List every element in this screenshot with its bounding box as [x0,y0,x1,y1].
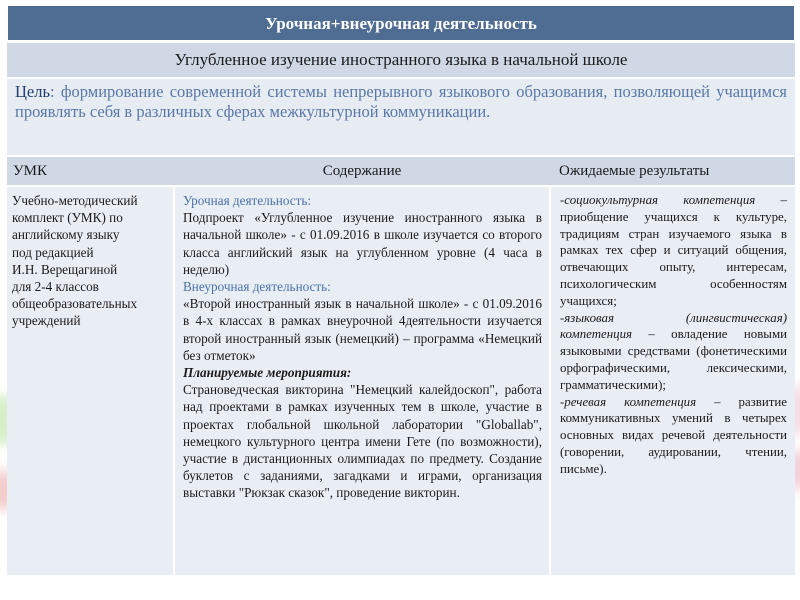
umk-line: для 2-4 классов [12,279,99,295]
umk-line: общеобразовательных [12,296,138,312]
umk-line: И.Н. Верещагиной [12,261,118,277]
planned-events-text: Страноведческая викторина "Немецкий калейдоскоп", работа над проектами в рамках изученных тем в школе, участие в проектах глобальной школьной лаборатории "Globallab", немецкого культурного центра имени Гете (по возможности), участие в дистанционных олимпиадах по предмету. Создание буклетов с заданиями, загадками и играми, организация выставки "Рюкзак сказок", проведение викторин. [183,382,542,501]
table-row [7,187,795,575]
umk-line: учреждений [12,313,81,329]
result-linguistic [560,310,787,394]
result-term: -языковая (лингвистическая) компетенция [560,310,787,342]
column-header-results: Ожидаемые результаты [559,163,710,179]
table-title: Урочная+внеурочная деятельность [7,5,795,41]
table-subtitle: Углубленное изучение иностранного языка в начальной школе [7,43,795,77]
result-description: – приобщение учащихся к культуре, традициям стран изучаемого языка в рамках тех сфер и ситуаций общения, отвечающих опыту, интересам, психологическим особенностям учащихся; [560,193,787,308]
result-term: -речевая компетенция [560,394,697,409]
column-header-content: Содержание [322,163,402,179]
goal-text: : формирование современной системы непрерывного языкового образования, позволяющей учащимся проявлять себя в различных сферах межкультурной коммуникации. [15,82,787,121]
column-headers [7,157,795,185]
extracurricular-text: «Второй иностранный язык в начальной школе» - с 01.09.2016 в 4-х классах в рамках внеурочной 4деятельности изучается второй иностранный язык (немецкий) – программа «Немецкий без отметок» [183,296,542,363]
result-description: – овладение новыми языковыми средствами (фонетическими орфографическими, лексическими, грамматическими); [560,327,787,392]
extracurricular-heading: Внеурочная деятельность: [183,279,331,295]
umk-line: комплект (УМК) по [12,210,123,226]
result-speech [560,394,787,478]
info-table [7,5,795,575]
umk-cell [7,187,173,575]
content-cell [175,187,549,575]
umk-line: Учебно-методический [12,193,138,208]
umk-line: английскому языку [12,227,120,243]
planned-events-heading: Планируемые мероприятия: [183,365,352,381]
lesson-activity-heading: Урочная деятельность: [183,193,312,208]
results-cell [551,187,795,575]
result-sociocultural [560,192,787,310]
goal-statement [7,79,795,155]
column-header-umk: УМК [13,163,47,179]
goal-label: Цель [15,82,50,101]
lesson-activity-text: Подпроект «Углубленное изучение иностранного языка в начальной школе» - с 01.09.2016 в школе изучается со второго класса английский язык на углубленном уровне (4 часа в неделю) [183,210,542,277]
result-term: -социокультурная компетенция [560,193,756,207]
umk-line: под редакцией [12,244,94,260]
result-description: – развитие коммуникативных умений в четырех основных видах речевой деятельности (говорении, аудировании, чтении, письме). [560,394,787,476]
